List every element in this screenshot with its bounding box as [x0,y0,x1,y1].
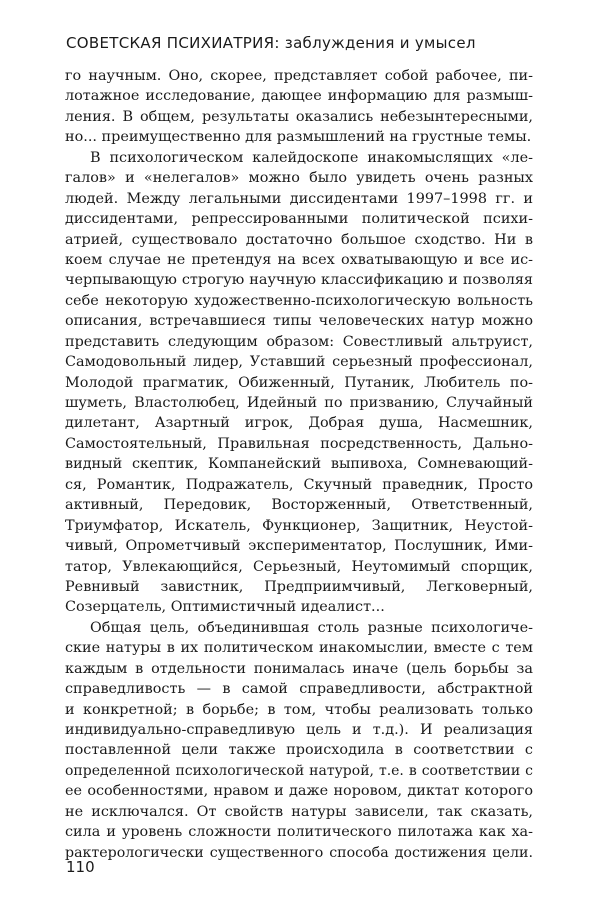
text-line: дилетант, Азартный игрок, Добрая душа, Насмешник, [65,415,533,432]
text-line: диссидентами, репрессированными политической психи- [65,211,533,228]
text-line: ления. В общем, результаты оказались небезынтересными, [65,108,533,125]
text-line: Самостоятельный, Правильная посредственность, Дально- [65,435,533,452]
text-line: но... преимущественно для размышлений на грустные темы. [65,129,532,146]
text-line: определенной психологической натурой, т.е. в соответствии с [65,762,533,779]
text-line: В психологическом калейдоскопе инакомыслящих «ле- [90,149,533,166]
text-line: Самодовольный лидер, Уставший серьезный профессионал, [65,354,533,371]
text-line: го научным. Оно, скорее, представляет собой рабочее, пи- [65,68,533,84]
text-line: сила и уровень сложности политического пилотажа как ха- [65,824,533,841]
text-line: каждым в отдельности понималась иначе (цель борьбы за [65,660,533,677]
text-line: Общая цель, объединившая столь разные психологиче- [90,619,533,636]
body-text [65,66,533,863]
text-line: Созерцатель, Оптимистичный идеалист... [65,599,385,616]
text-line: чивый, Опрометчивый экспериментатор, Послушник, Ими- [65,538,533,555]
text-line: себе некоторую художественно-психологическую вольность [65,292,533,309]
running-title: СОВЕТСКАЯ ПСИХИАТРИЯ: заблуждения и умысел [66,34,476,52]
text-line: атрией, существовало достаточно большое сходство. Ни в [65,231,533,248]
text-line: Ревнивый завистник, Предприимчивый, Легковерный, [65,578,533,595]
text-line: Триумфатор, Искатель, Функционер, Защитник, Неустой- [65,517,533,534]
page-number: 110 [66,858,95,876]
text-line: Молодой прагматик, Обиженный, Путаник, Любитель по- [65,374,533,391]
text-line: поставленной цели также происходила в соответствии с [65,742,533,759]
text-line: шуметь, Властолюбец, Идейный по призванию, Случайный [65,395,533,411]
text-line: описания, встречавшиеся типы человеческих натур можно [65,313,533,330]
text-line: индивидуально-справедливую цель и т.д.). И реализация [65,722,533,738]
text-line: представить следующим образом: Совестливый альтруист, [65,333,533,350]
text-line: рактерологически существенного способа достижения цели. [65,844,533,861]
text-line: видный скептик, Компанейский выпивоха, Сомневающий- [65,456,533,473]
text-line: галов» и «нелегалов» можно было увидеть очень разных [65,170,533,187]
text-line: людей. Между легальными диссидентами 1997–1998 гг. и [65,190,533,207]
text-line: ся, Романтик, Подражатель, Скучный праведник, Просто [65,476,533,493]
text-line: ские натуры в их политическом инакомыслии, вместе с тем [65,640,533,657]
text-line: активный, Передовик, Восторженный, Ответственный, [65,497,533,514]
text-line: лотажное исследование, дающее информацию для размыш- [65,88,533,105]
text-line: и конкретной; в борьбе; в том, чтобы реализовать только [65,701,533,718]
text-line: не исключался. От свойств натуры зависели, так сказать, [65,803,533,820]
text-line: коем случае не претендуя на всех охватывающую и все ис- [65,251,533,268]
text-line: справедливость — в самой справедливости, абстрактной [65,681,533,698]
text-line: ее особенностями, нравом и даже норовом, диктат которого [65,783,533,800]
text-line: черпывающую строгую научную классификацию и позволяя [65,272,533,289]
text-line: татор, Увлекающийся, Серьезный, Неутомимый спорщик, [65,558,533,575]
